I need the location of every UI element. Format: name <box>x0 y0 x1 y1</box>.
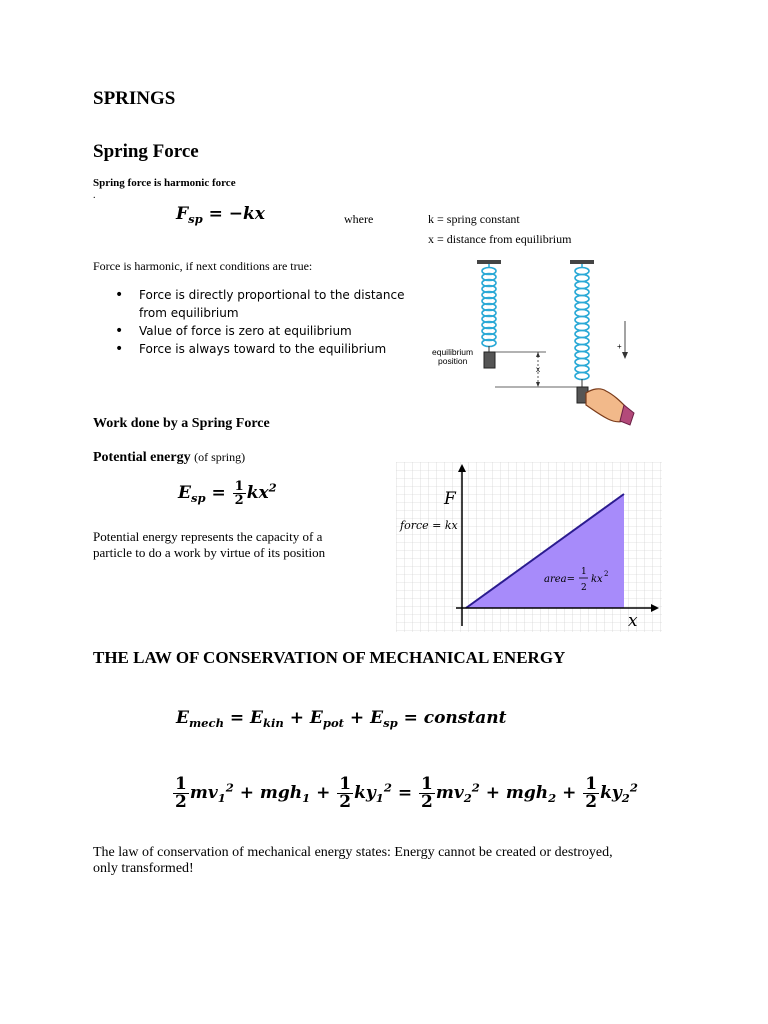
page-title: SPRINGS <box>93 88 176 109</box>
spring-figure <box>420 255 670 435</box>
pe-lhs-sub: sp <box>190 491 206 506</box>
section-heading-spring-force: Spring Force <box>93 141 199 162</box>
pe-description-line: Potential energy represents the capacity of a <box>93 529 323 544</box>
pe-label: Potential energy <box>93 450 191 465</box>
condition-item: • Force is directly proportional to the distance from equilibrium <box>93 286 413 322</box>
pe-eq: = <box>211 483 226 503</box>
pe-fraction <box>233 480 246 507</box>
force-label: force = kx <box>400 519 458 532</box>
plus-label: + <box>617 342 622 351</box>
pe-num: 1 <box>234 479 244 494</box>
mass-left <box>484 352 495 368</box>
conditions-intro: Force is harmonic, if next conditions are true: <box>93 259 313 273</box>
stray-dot: . <box>93 190 96 201</box>
area-label: area= <box>544 574 576 585</box>
half-fraction: $\frac{1}{2}$ <box>175 774 187 812</box>
ceiling-bar-right <box>570 260 594 264</box>
force-graph <box>396 462 662 632</box>
half-fraction: $\frac{1}{2}$ <box>339 774 352 812</box>
section-heading-work: Work done by a Spring Force <box>93 416 270 431</box>
condition-item: • Value of force is zero at equilibrium <box>93 322 413 340</box>
spring-force-formula <box>176 204 265 226</box>
definition-k: k = spring constant <box>428 212 520 226</box>
half-fraction: $\frac{1}{2}$ <box>585 774 598 812</box>
conservation-equation: $\frac{1}{2}$ $mv_1^2 + mgh_1$ + $\frac{1}{2}$ $ky_1^2$ = $\frac{1}{2}$ $mv_2^2 + mgh_2$ + $\frac{1}{2}$ $ky_2^2$ <box>175 774 638 812</box>
pe-description-line: particle to do a work by virtue of its position <box>93 545 326 560</box>
pe-rhs: kx <box>246 483 269 503</box>
area-num: 1 <box>581 567 587 577</box>
statement-line: The law of conservation of mechanical energy states: Energy cannot be created or destroyed, <box>93 845 613 860</box>
pe-lhs: E <box>178 483 191 503</box>
definition-x: x = distance from equilibrium <box>428 232 572 246</box>
pe-label-line <box>93 450 245 466</box>
pe-rhs-sup: 2 <box>268 480 277 495</box>
formula-lhs: F <box>176 204 189 224</box>
spring-left <box>482 268 496 347</box>
ceiling-bar-left <box>477 260 501 264</box>
spring-right <box>575 268 589 380</box>
formula-rhs: = −kx <box>208 204 265 224</box>
pe-formula <box>178 480 277 507</box>
mech-energy-formula: $E_{mech} = E_{kin} + E_{pot} + E_{sp}$ = constant <box>176 708 507 731</box>
conservation-statement <box>93 845 693 877</box>
area-den: 2 <box>581 583 587 593</box>
axis-label-y: F <box>444 489 456 509</box>
position-label: position <box>438 356 468 366</box>
axis-label-x: x <box>628 611 638 631</box>
condition-item: • Force is always toward to the equilibrium <box>93 340 413 358</box>
x-label: x <box>536 365 540 374</box>
half-fraction: $\frac{1}{2}$ <box>420 774 433 812</box>
pe-description <box>93 529 325 561</box>
subheading-harmonic: Spring force is harmonic force <box>93 177 236 189</box>
pe-den: 2 <box>234 493 244 508</box>
area-expr: kx <box>591 574 603 585</box>
mech-lhs-sub: mech <box>188 716 224 731</box>
statement-line: only transformed! <box>93 861 194 876</box>
where-label: where <box>344 212 374 226</box>
equilibrium-label: equilibrium <box>432 347 474 357</box>
section-heading-conservation: THE LAW OF CONSERVATION OF MECHANICAL ENERGY <box>93 648 566 667</box>
mech-lhs: E <box>176 708 189 728</box>
formula-lhs-sub: sp <box>188 212 203 227</box>
conditions-list <box>93 286 413 358</box>
pe-paren: (of spring) <box>194 450 246 464</box>
area-sup: 2 <box>604 570 609 578</box>
